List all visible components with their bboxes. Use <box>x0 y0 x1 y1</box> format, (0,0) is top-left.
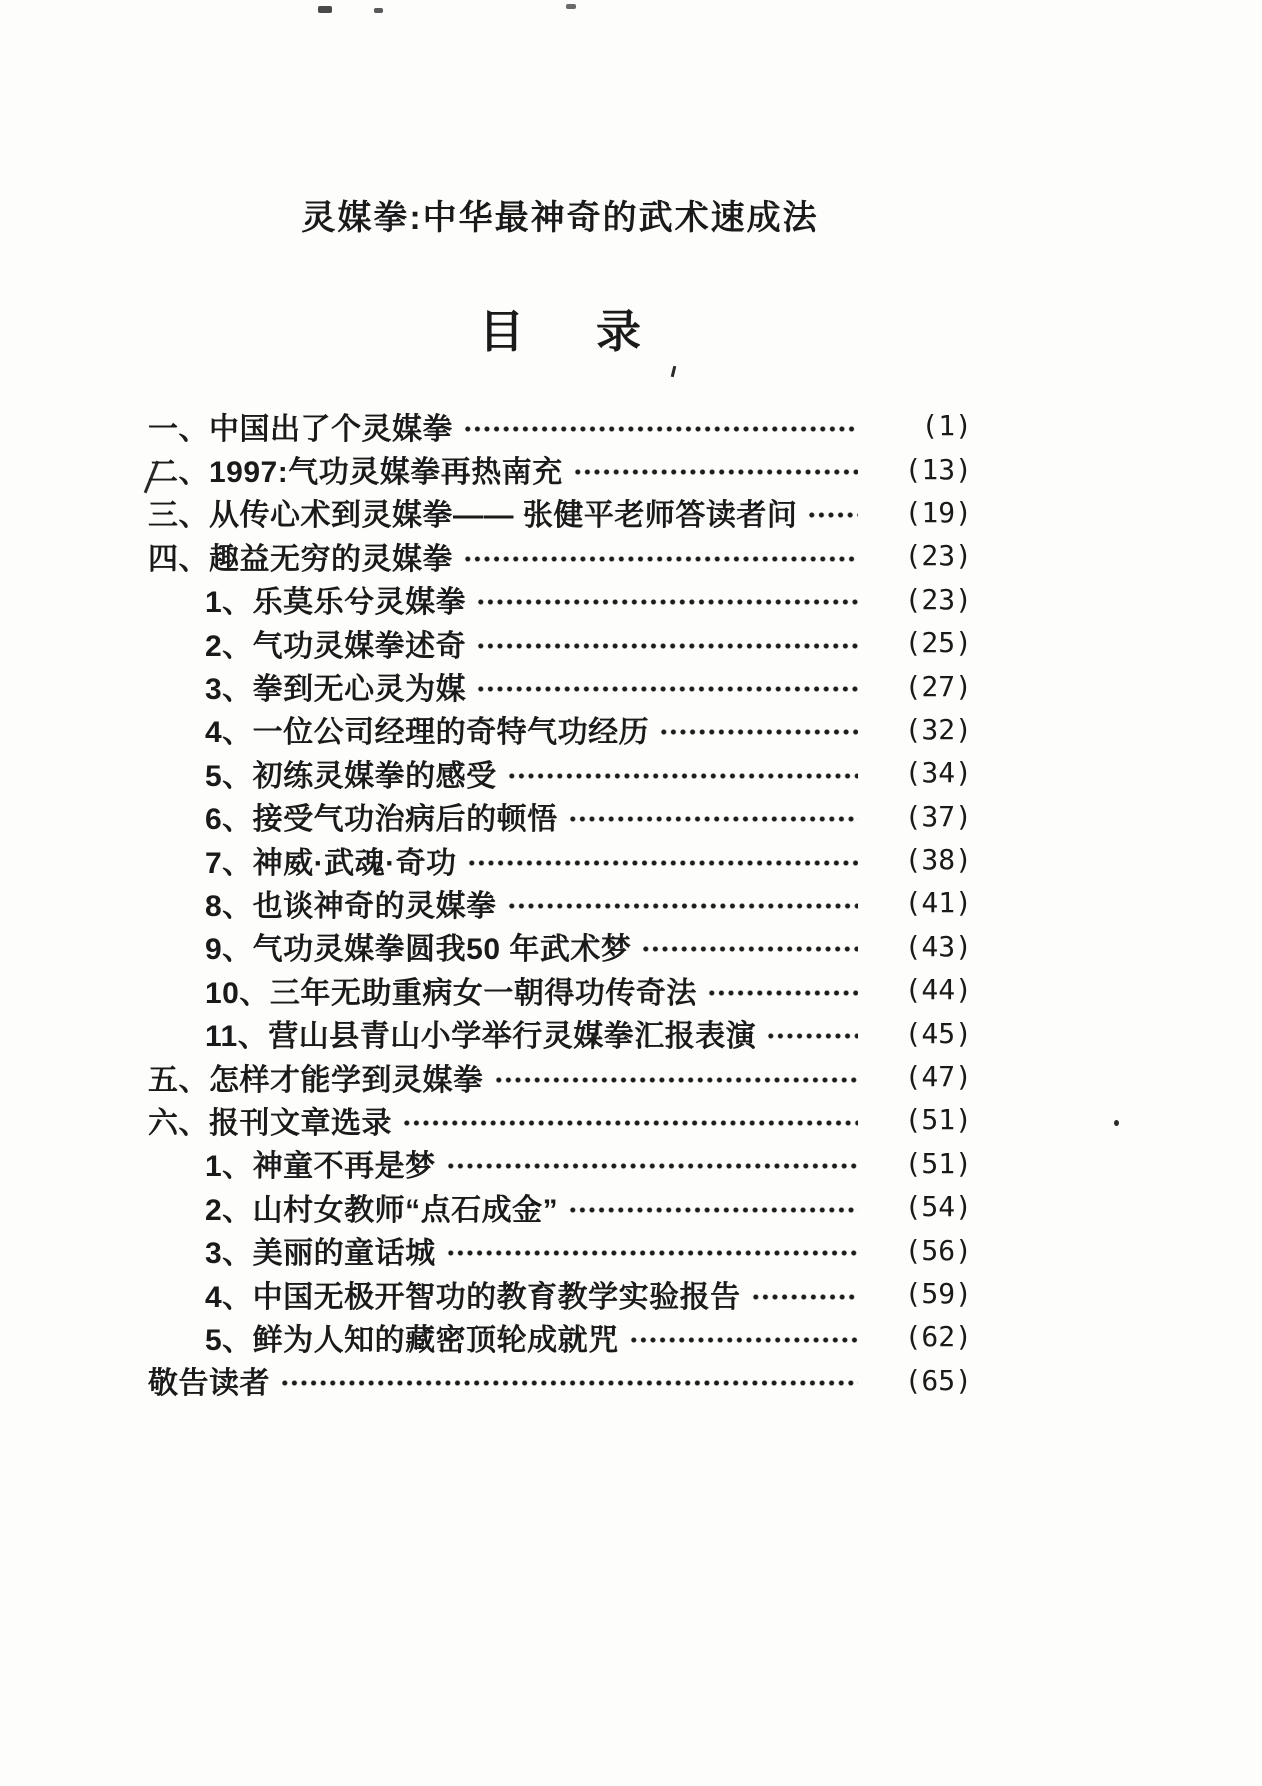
toc-entry-page: (1) <box>921 409 972 443</box>
toc-entry-label: 8、也谈神奇的灵媒拳 <box>205 890 497 923</box>
toc-entry-page: (62) <box>904 1320 972 1354</box>
dot-leader <box>568 1204 858 1216</box>
toc-entry <box>148 1359 972 1402</box>
toc-entry-page: (51) <box>904 1103 972 1137</box>
toc-entry <box>148 1011 972 1054</box>
toc-entry-label: 11、营山县青山小学举行灵媒拳汇报表演 <box>205 1020 757 1054</box>
toc-entry-page: (23) <box>904 582 972 616</box>
toc-entry-page: (51) <box>904 1146 972 1180</box>
dot-leader <box>476 596 858 608</box>
toc-entry-page: (56) <box>904 1233 972 1267</box>
toc-entry-label: 4、中国无极开智功的教育教学实验报告 <box>205 1280 741 1314</box>
dot-leader <box>807 509 858 521</box>
scan-artifact <box>1114 1120 1119 1126</box>
toc-entry-label: 2、气功灵媒拳述奇 <box>205 629 467 663</box>
toc-entry-label: 4、一位公司经理的奇特气功经历 <box>205 716 650 750</box>
toc-entry-page: (54) <box>904 1190 972 1224</box>
dot-leader <box>280 1377 858 1389</box>
toc-entry <box>148 968 972 1011</box>
dot-leader <box>659 726 858 738</box>
toc-entry <box>148 534 972 577</box>
toc-entry-label: 5、初练灵媒拳的感受 <box>205 759 497 793</box>
toc-entry-page: (38) <box>904 843 972 877</box>
toc-entry-label: 一、中国出了个灵媒拳 <box>148 412 453 446</box>
toc-entry-label: 四、趣益无穷的灵媒拳 <box>148 542 453 576</box>
toc-entry-label: 3、美丽的童话城 <box>205 1237 436 1271</box>
toc-entry-label: 9、气功灵媒拳圆我50 年武术梦 <box>205 933 632 967</box>
toc-entry-page: (41) <box>904 886 972 920</box>
toc-entry-label: 敬告读者 <box>148 1367 270 1401</box>
dot-leader <box>463 553 858 565</box>
dot-leader <box>402 1117 858 1129</box>
toc-entry-label: 5、鲜为人知的藏密顶轮成就咒 <box>205 1323 619 1357</box>
toc-entry-page: (37) <box>904 799 972 833</box>
toc-entry <box>148 1272 972 1315</box>
toc-entry <box>148 925 972 968</box>
toc-entry <box>148 447 972 490</box>
dot-leader <box>707 987 858 999</box>
toc-entry-label: 1、乐莫乐兮灵媒拳 <box>205 586 467 620</box>
toc-entry-label: 6、接受气功治病后的顿悟 <box>205 803 558 837</box>
toc-entry-page: (45) <box>904 1016 972 1050</box>
toc-entry <box>148 621 972 664</box>
dot-leader <box>766 1030 858 1042</box>
toc-entry <box>148 708 972 751</box>
toc-entry-label: 2、山村女教师“点石成金” <box>205 1193 559 1227</box>
page-content <box>148 0 972 1402</box>
toc-heading: 目录 <box>478 306 713 357</box>
toc-entry-label: 三、从传心术到灵媒拳—— 张健平老师答读者问 <box>148 499 798 533</box>
dot-leader <box>476 683 858 695</box>
toc-entry <box>148 404 972 447</box>
toc-entry-page: (23) <box>904 539 972 573</box>
toc-entry <box>148 1098 972 1141</box>
book-title: 灵媒拳:中华最神奇的武术速成法 <box>301 199 819 237</box>
toc-entry-page: (59) <box>904 1277 972 1310</box>
dot-leader <box>463 423 858 435</box>
toc-entry-label: 7、神威·武魂·奇功 <box>205 846 457 880</box>
dot-leader <box>494 1074 859 1086</box>
dot-leader <box>476 640 858 652</box>
dot-leader <box>446 1247 858 1259</box>
toc-entry-label: 二、1997:气功灵媒拳再热南充 <box>148 456 563 490</box>
toc-list <box>148 404 972 1402</box>
toc-entry-page: (44) <box>904 973 972 1007</box>
toc-entry-page: (65) <box>904 1363 972 1397</box>
toc-entry <box>148 491 972 534</box>
toc-entry <box>148 751 972 794</box>
dot-leader <box>641 943 858 955</box>
toc-entry-label: 五、怎样才能学到灵媒拳 <box>148 1063 484 1097</box>
dot-leader <box>507 900 858 912</box>
toc-entry-label: 1、神童不再是梦 <box>205 1150 436 1184</box>
toc-entry <box>148 795 972 838</box>
toc-entry-page: (19) <box>904 495 972 529</box>
dot-leader <box>751 1291 858 1303</box>
toc-entry <box>148 881 972 924</box>
dot-leader <box>446 1160 858 1172</box>
toc-entry-page: (34) <box>904 756 972 790</box>
toc-entry-page: (43) <box>904 929 972 963</box>
toc-entry <box>148 1315 972 1358</box>
toc-entry-page: (25) <box>904 626 972 660</box>
toc-entry <box>148 838 972 881</box>
toc-entry <box>148 1185 972 1228</box>
dot-leader <box>568 813 858 825</box>
toc-entry <box>148 1228 972 1271</box>
toc-entry-label: 10、三年无助重病女一朝得功传奇法 <box>205 976 697 1010</box>
toc-entry <box>148 664 972 707</box>
toc-entry <box>148 1142 972 1185</box>
toc-entry-label: 3、拳到无心灵为媒 <box>205 673 467 707</box>
toc-entry <box>148 578 972 621</box>
dot-leader <box>573 466 858 478</box>
dot-leader <box>507 770 858 782</box>
toc-entry <box>148 1055 972 1098</box>
toc-entry-page: (32) <box>904 712 972 746</box>
toc-entry-page: (13) <box>904 452 972 486</box>
dot-leader <box>467 857 858 869</box>
toc-entry-label: 六、报刊文章选录 <box>148 1106 392 1140</box>
toc-entry-page: (47) <box>904 1060 972 1094</box>
toc-entry-page: (27) <box>904 669 972 703</box>
dot-leader <box>629 1334 858 1346</box>
